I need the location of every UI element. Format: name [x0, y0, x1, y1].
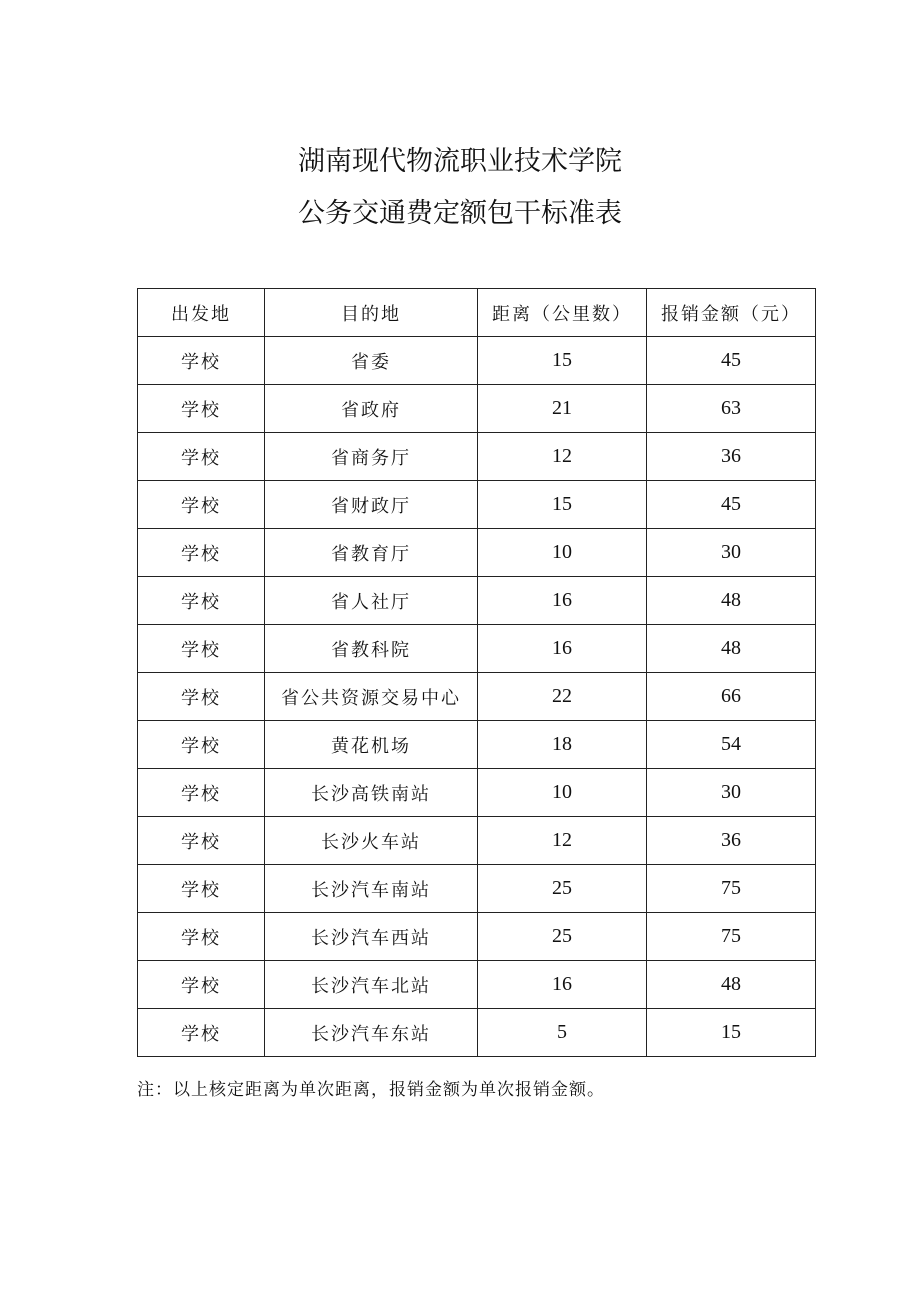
cell-origin: 学校: [138, 913, 265, 961]
cell-origin: 学校: [138, 529, 265, 577]
cell-distance: 12: [478, 433, 647, 481]
cell-distance: 25: [478, 865, 647, 913]
cell-destination: 省商务厅: [265, 433, 478, 481]
cell-distance: 18: [478, 721, 647, 769]
cell-destination: 黄花机场: [265, 721, 478, 769]
cell-origin: 学校: [138, 433, 265, 481]
table-row: [138, 577, 816, 625]
cell-amount: 15: [647, 1009, 816, 1057]
cell-amount: 66: [647, 673, 816, 721]
cell-amount: 48: [647, 961, 816, 1009]
cell-origin: 学校: [138, 1009, 265, 1057]
table-row: [138, 913, 816, 961]
cell-distance: 10: [478, 769, 647, 817]
cell-destination: 长沙高铁南站: [265, 769, 478, 817]
transport-fee-table: [137, 288, 816, 1057]
document-title: [0, 138, 920, 242]
cell-distance: 21: [478, 385, 647, 433]
cell-destination: 省政府: [265, 385, 478, 433]
table-row: [138, 673, 816, 721]
header-destination: 目的地: [265, 289, 478, 337]
cell-destination: 省教科院: [265, 625, 478, 673]
cell-distance: 15: [478, 337, 647, 385]
cell-distance: 25: [478, 913, 647, 961]
cell-amount: 54: [647, 721, 816, 769]
cell-distance: 5: [478, 1009, 647, 1057]
cell-distance: 10: [478, 529, 647, 577]
table-row: [138, 721, 816, 769]
table-row: [138, 865, 816, 913]
cell-origin: 学校: [138, 577, 265, 625]
header-origin: 出发地: [138, 289, 265, 337]
cell-destination: 省财政厅: [265, 481, 478, 529]
title-line-table-name: 公务交通费定额包干标准表: [298, 198, 622, 229]
cell-distance: 22: [478, 673, 647, 721]
cell-origin: 学校: [138, 481, 265, 529]
cell-distance: 16: [478, 625, 647, 673]
cell-destination: 省公共资源交易中心: [265, 673, 478, 721]
footnote: 注：以上核定距离为单次距离，报销金额为单次报销金额。: [137, 1080, 605, 1100]
cell-destination: 省人社厅: [265, 577, 478, 625]
table-row: [138, 433, 816, 481]
cell-amount: 36: [647, 433, 816, 481]
cell-amount: 75: [647, 865, 816, 913]
cell-distance: 12: [478, 817, 647, 865]
cell-origin: 学校: [138, 625, 265, 673]
cell-distance: 15: [478, 481, 647, 529]
cell-amount: 45: [647, 481, 816, 529]
title-line-institution: 湖南现代物流职业技术学院: [298, 146, 622, 177]
cell-destination: 长沙汽车南站: [265, 865, 478, 913]
cell-origin: 学校: [138, 673, 265, 721]
cell-destination: 长沙汽车北站: [265, 961, 478, 1009]
cell-amount: 36: [647, 817, 816, 865]
cell-destination: 长沙火车站: [265, 817, 478, 865]
cell-amount: 45: [647, 337, 816, 385]
table-row: [138, 625, 816, 673]
cell-amount: 30: [647, 769, 816, 817]
cell-origin: 学校: [138, 961, 265, 1009]
cell-origin: 学校: [138, 865, 265, 913]
cell-amount: 48: [647, 577, 816, 625]
table-row: [138, 1009, 816, 1057]
cell-amount: 48: [647, 625, 816, 673]
cell-distance: 16: [478, 577, 647, 625]
header-distance: 距离（公里数）: [478, 289, 647, 337]
table-row: [138, 337, 816, 385]
table-row: [138, 481, 816, 529]
cell-origin: 学校: [138, 721, 265, 769]
cell-destination: 长沙汽车东站: [265, 1009, 478, 1057]
table-row: [138, 529, 816, 577]
cell-distance: 16: [478, 961, 647, 1009]
cell-destination: 长沙汽车西站: [265, 913, 478, 961]
cell-destination: 省委: [265, 337, 478, 385]
cell-amount: 30: [647, 529, 816, 577]
table-row: [138, 385, 816, 433]
cell-origin: 学校: [138, 817, 265, 865]
table-row: [138, 961, 816, 1009]
cell-origin: 学校: [138, 337, 265, 385]
cell-origin: 学校: [138, 385, 265, 433]
table-row: [138, 769, 816, 817]
cell-amount: 75: [647, 913, 816, 961]
cell-origin: 学校: [138, 769, 265, 817]
table-row: [138, 817, 816, 865]
table-header-row: [138, 289, 816, 337]
header-reimbursement: 报销金额（元）: [647, 289, 816, 337]
cell-amount: 63: [647, 385, 816, 433]
cell-destination: 省教育厅: [265, 529, 478, 577]
